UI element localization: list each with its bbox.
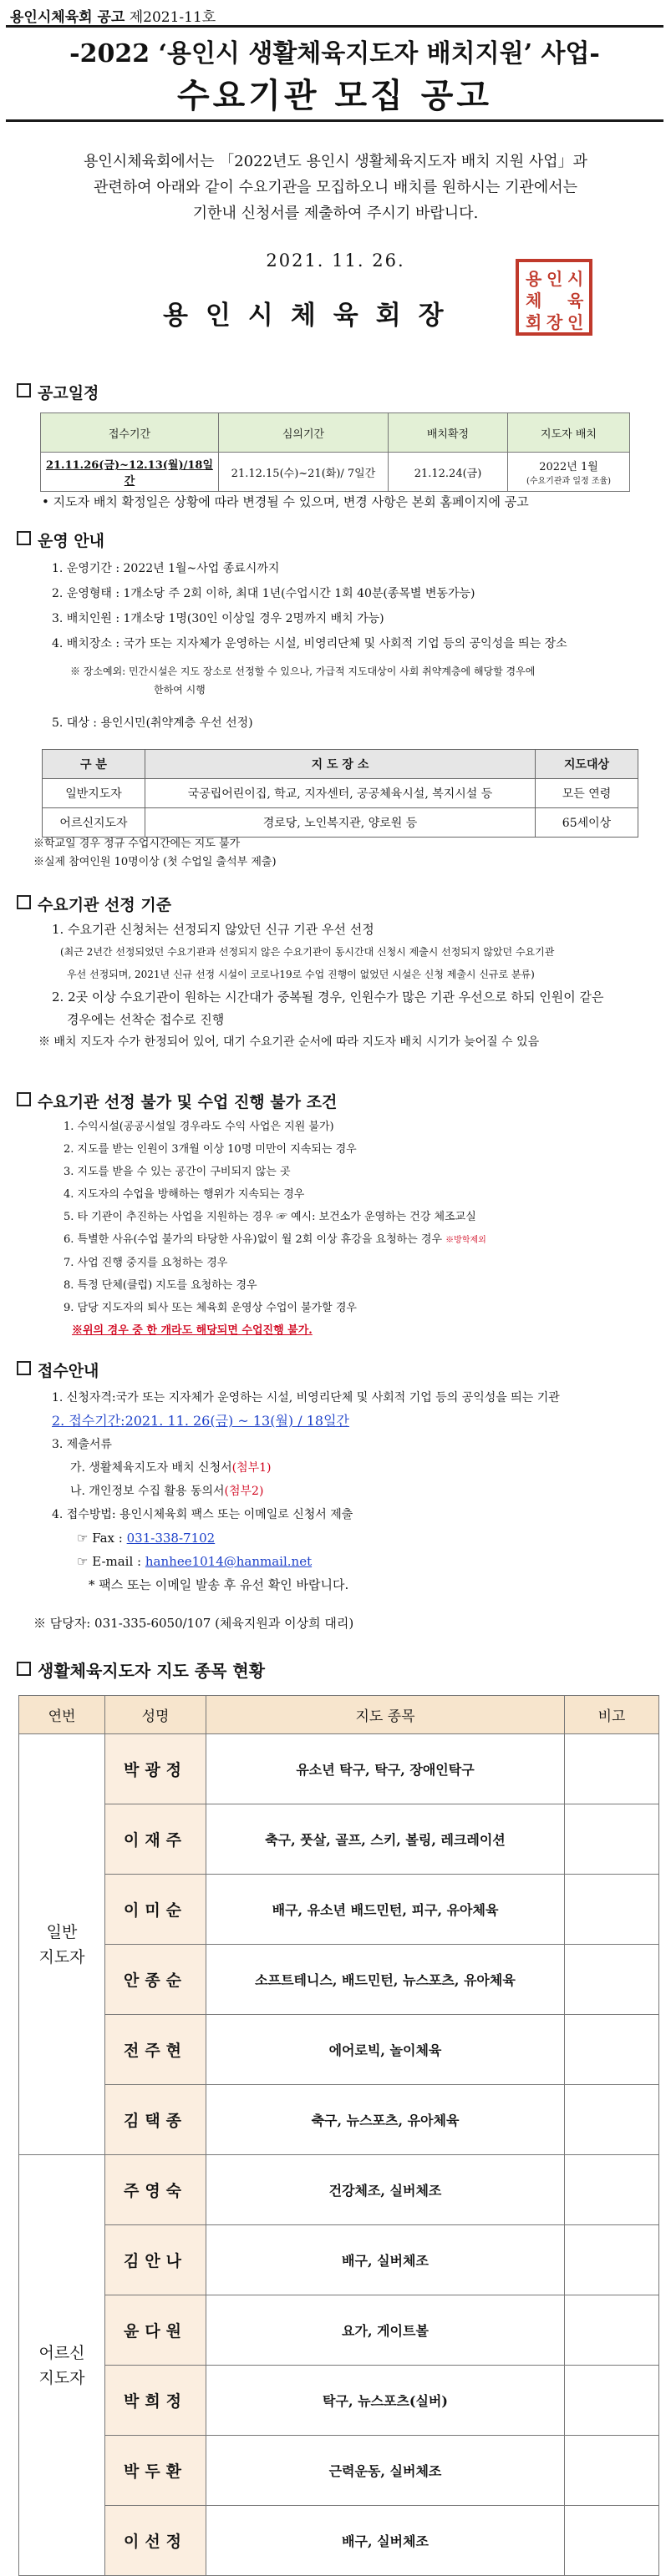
- checkbox-square-icon: [17, 1662, 31, 1676]
- official-seal-icon: [516, 259, 592, 336]
- footnote: ※실제 참여인원 10명이상 (첫 수업일 출석부 제출): [33, 856, 277, 868]
- group-label-line: 어르신: [38, 2343, 85, 2362]
- title-line1: -2022 ‘용인시 생활체육지도자 배치지원’ 사업-: [69, 39, 600, 68]
- placement-cell: 국공립어린이집, 학교, 지자센터, 공공체육시설, 복지시설 등: [145, 779, 536, 808]
- checkbox-square-icon: [17, 383, 31, 397]
- schedule-cell: [508, 453, 630, 492]
- instructor-remarks: [565, 1945, 659, 2015]
- application-item: 4. 접수방법: 용인시체육회 팩스 또는 이메일로 신청서 제출: [52, 1508, 353, 1521]
- instructor-remarks: [565, 2436, 659, 2506]
- seal-glyph: 육: [567, 291, 584, 311]
- instructor-sports: 탁구, 뉴스포츠(실버): [206, 2366, 565, 2436]
- instructor-sports: 배구, 실버체조: [206, 2506, 565, 2576]
- restriction-text: 6. 특별한 사유(수업 불가의 타당한 사유)없이 월 2회 이상 휴강을 요청하는 경우: [64, 1233, 443, 1246]
- intro-paragraph: [33, 149, 638, 226]
- criteria-item-cont: 경우에는 선착순 접수로 진행: [67, 1012, 225, 1027]
- section-title: 공고일정: [38, 384, 99, 402]
- section-heading-application: [17, 1359, 99, 1381]
- instructor-remarks: [565, 1875, 659, 1945]
- placement-cell: 경로당, 노인복지관, 양로원 등: [145, 808, 536, 838]
- seal-glyph: 인: [567, 312, 584, 332]
- instructor-name: 이미순: [105, 1875, 206, 1945]
- instructor-sports: 요가, 게이트볼: [206, 2295, 565, 2366]
- schedule-col-header: 배치확정: [389, 413, 508, 453]
- instructor-col-header: 비고: [565, 1696, 659, 1734]
- application-period: 2. 접수기간:2021. 11. 26(금) ~ 13(월) / 18일간: [52, 1413, 349, 1429]
- schedule-col-header: 접수기간: [41, 413, 219, 453]
- section-heading-schedule: [17, 381, 99, 403]
- instructor-remarks: [565, 2085, 659, 2155]
- restriction-item: 9. 담당 지도자의 퇴사 또는 체육회 운영상 수업이 불가할 경우: [64, 1302, 357, 1314]
- group-label-general: [19, 1734, 105, 2155]
- schedule-note: • 지도자 배치 확정일은 상황에 따라 변경될 수 있으며, 변경 사항은 본회 홈페이지에 공고: [42, 494, 529, 509]
- seal-glyph: 회: [526, 312, 542, 332]
- section-title: 접수안내: [38, 1362, 99, 1380]
- operation-item: 4. 배치장소 : 국가 또는 지자체가 운영하는 시설, 비영리단체 및 사회적 기업 등의 공익성을 띄는 장소: [52, 637, 567, 650]
- instructor-col-header: 성명: [105, 1696, 206, 1734]
- fax-label: ☞ Fax :: [77, 1531, 123, 1546]
- restriction-item: 3. 지도를 받을 수 있는 공간이 구비되지 않는 곳: [64, 1166, 291, 1178]
- instructor-name: 박광정: [105, 1734, 206, 1804]
- document-label: 나. 개인정보 수집 활용 동의서: [70, 1485, 225, 1498]
- instructor-sports: 축구, 풋살, 골프, 스키, 볼링, 레크레이션: [206, 1804, 565, 1875]
- schedule-cell: [41, 453, 219, 492]
- intro-line: 관련하여 아래와 같이 수요기관을 모집하오니 배치를 원하시는 기관에서는: [93, 179, 578, 196]
- group-label-senior: [19, 2155, 105, 2576]
- instructor-name: 김안나: [105, 2225, 206, 2295]
- placement-cell: 65세이상: [536, 808, 638, 838]
- instructor-remarks: [565, 1804, 659, 1875]
- restriction-item: 7. 사업 진행 중지를 요청하는 경우: [64, 1257, 228, 1269]
- schedule-table: [40, 412, 630, 492]
- criteria-list: [52, 919, 604, 1031]
- instructor-sports: 축구, 뉴스포츠, 유아체육: [206, 2085, 565, 2155]
- group-label-line: 지도자: [38, 1947, 85, 1966]
- section-heading-restrictions: [17, 1090, 337, 1112]
- schedule-col-header: 지도자 배치: [508, 413, 630, 453]
- instructor-name: 주영숙: [105, 2155, 206, 2225]
- org-name: 용인시체육회장: [163, 301, 461, 331]
- fax-number[interactable]: 031-338-7102: [126, 1531, 216, 1546]
- intro-line: 용인시체육회에서는 「2022년도 용인시 생활체육지도자 배치 지원 사업」과: [84, 153, 587, 170]
- operation-item: 1. 운영기간 : 2022년 1월~사업 종료시까지: [52, 562, 280, 575]
- instructor-remarks: [565, 2506, 659, 2576]
- instructor-col-header: 연번: [19, 1696, 105, 1734]
- application-item: 3. 제출서류: [52, 1438, 112, 1451]
- section-title: 운영 안내: [38, 532, 105, 550]
- notice-header: [10, 5, 216, 26]
- operation-item: 3. 배치인원 : 1개소당 1명(30인 이상일 경우 2명까지 배치 가능): [52, 612, 384, 625]
- intro-line: 기한내 신청서를 제출하여 주시기 바랍니다.: [192, 205, 479, 222]
- section-heading-operation: [17, 529, 104, 551]
- checkbox-square-icon: [17, 1361, 31, 1375]
- fax-line: [52, 1526, 560, 1550]
- placement-note: (수요기관과 일정 조율): [526, 477, 612, 486]
- checkbox-square-icon: [17, 1092, 31, 1106]
- placement-month: 2022년 1월: [539, 461, 598, 473]
- restriction-item: 4. 지도자의 수업을 방해하는 행위가 지속되는 경우: [64, 1188, 305, 1201]
- notice-date: 2021. 11. 26.: [266, 251, 405, 271]
- group-label-line: 지도자: [38, 2368, 85, 2387]
- section-title: 수요기관 선정 기준: [38, 896, 172, 914]
- schedule-col-header: 심의기간: [219, 413, 389, 453]
- footnote: ※학교일 경우 정규 수업시간에는 지도 불가: [33, 838, 241, 850]
- document-item: [52, 1456, 560, 1480]
- email-label: ☞ E-mail :: [77, 1554, 142, 1569]
- instructor-remarks: [565, 2295, 659, 2366]
- group-label-line: 일반: [46, 1922, 78, 1941]
- instructor-sports: 유소년 탁구, 탁구, 장애인탁구: [206, 1734, 565, 1804]
- checkbox-square-icon: [17, 531, 31, 545]
- application-item: 1. 신청자격:국가 또는 지자체가 운영하는 시설, 비영리단체 및 사회적 기업 등의 공익성을 띄는 기관: [52, 1391, 560, 1404]
- restriction-item: 5. 타 기관이 추진하는 사업을 지원하는 경우 ☞ 예시: 보건소가 운영하는 건강 체조교실: [64, 1211, 476, 1223]
- instructor-sports: 소프트테니스, 배드민턴, 뉴스포츠, 유아체육: [206, 1945, 565, 2015]
- instructor-sports: 건강체조, 실버체조: [206, 2155, 565, 2225]
- criteria-note: (최근 2년간 선정되었던 수요기관과 선정되지 않은 수요기관이 동시간대 신청시 제출시 선정되지 않았던 수요기관: [60, 946, 555, 958]
- instructor-remarks: [565, 2366, 659, 2436]
- instructor-name: 박두환: [105, 2436, 206, 2506]
- instructor-col-header: 지도 종목: [206, 1696, 565, 1734]
- placement-cell: 어르신지도자: [43, 808, 145, 838]
- instructor-sports: 배구, 실버체조: [206, 2225, 565, 2295]
- application-period: 21.11.26(금)~12.13(월)/18일간: [45, 459, 214, 488]
- email-link[interactable]: hanhee1014@hanmail.net: [145, 1554, 313, 1569]
- restriction-warning: ※위의 경우 중 한 개라도 해당되면 수업진행 불가.: [72, 1324, 313, 1337]
- section-heading-instructors: [17, 1657, 265, 1682]
- title-line2: 수요기관 모집 공고: [177, 76, 492, 115]
- placement-col-header: 구 분: [43, 750, 145, 779]
- instructor-name: 안종순: [105, 1945, 206, 2015]
- email-note: * 팩스 또는 이메일 발송 후 유선 확인 바랍니다.: [89, 1577, 349, 1592]
- operation-subnote: [70, 662, 535, 699]
- title-box: [6, 25, 663, 122]
- checkbox-square-icon: [17, 895, 31, 909]
- operation-item: 5. 대상 : 용인시민(취약계층 우선 선정): [52, 716, 253, 730]
- instructor-name: 윤다원: [105, 2295, 206, 2366]
- restriction-item: 8. 특정 단체(클럽) 지도를 요청하는 경우: [64, 1279, 257, 1292]
- instructor-sports: 근력운동, 실버체조: [206, 2436, 565, 2506]
- seal-glyph: 장: [546, 312, 563, 332]
- document-label: 가. 생활체육지도자 배치 신청서: [70, 1461, 232, 1475]
- schedule-cell: 21.12.15(수)~21(화)/ 7일간: [219, 453, 389, 492]
- seal-glyph: 인: [546, 269, 563, 289]
- restriction-item: [64, 1228, 486, 1252]
- operation-list: [52, 556, 567, 656]
- document-item: [52, 1480, 560, 1503]
- restriction-item: 1. 수익시설(공공시설일 경우라도 수익 사업은 지원 불가): [64, 1121, 334, 1133]
- instructor-name: 이재주: [105, 1804, 206, 1875]
- placement-footnotes: [33, 835, 277, 872]
- instructor-remarks: [565, 2015, 659, 2085]
- section-title: 수요기관 선정 불가 및 수업 진행 불가 조건: [38, 1093, 338, 1111]
- vacation-exception-note: ※방학제외: [445, 1236, 486, 1245]
- criteria-item: 1. 수요기관 신청처는 선정되지 않았던 신규 기관 우선 선정: [52, 922, 374, 937]
- schedule-cell: 21.12.24(금): [389, 453, 508, 492]
- seal-glyph: 시: [567, 269, 584, 289]
- operation-item: 2. 운영형태 : 1개소당 주 2회 이하, 최대 1년(수업시간 1회 40분(종목별 변동가능): [52, 587, 475, 600]
- restriction-item: 2. 지도를 받는 인원이 3개월 이상 10명 미만이 지속되는 경우: [64, 1143, 357, 1156]
- section-title: 생활체육지도자 지도 종목 현황: [38, 1661, 266, 1681]
- application-list: [52, 1386, 560, 1597]
- instructor-name: 전주현: [105, 2015, 206, 2085]
- instructor-sports: 배구, 유소년 배드민턴, 피구, 유아체육: [206, 1875, 565, 1945]
- attachment-tag: (첨부2): [224, 1485, 264, 1498]
- seal-glyph: 체: [526, 291, 542, 311]
- email-line: [52, 1550, 560, 1573]
- seal-glyph: 용: [526, 269, 542, 289]
- placement-col-header: 지도대상: [536, 750, 638, 779]
- criteria-note: ※ 배치 지도자 수가 한정되어 있어, 대기 수요기관 순서에 따라 지도자 배치 시기가 늦어질 수 있음: [38, 1035, 540, 1049]
- instructor-sports: 에어로빅, 놀이체육: [206, 2015, 565, 2085]
- criteria-note: 우선 선정되며, 2021년 신규 선정 시설이 코로나19로 수업 진행이 없었던 시설은 신청 제출시 신규로 분류): [67, 969, 535, 980]
- org-notice-label: 용인시체육회 공고: [10, 9, 125, 26]
- instructor-name: 김택종: [105, 2085, 206, 2155]
- subnote-line: 한하여 시행: [154, 684, 206, 696]
- criteria-item: 2. 2곳 이상 수요기관이 원하는 시간대가 중복될 경우, 인원수가 많은 기관 우선으로 하되 인원이 같은: [52, 989, 604, 1005]
- attachment-tag: (첨부1): [231, 1461, 272, 1475]
- instructor-name: 이선정: [105, 2506, 206, 2576]
- restrictions-list: [64, 1116, 486, 1342]
- instructor-remarks: [565, 2155, 659, 2225]
- section-heading-criteria: [17, 893, 171, 915]
- placement-cell: 모든 연령: [536, 779, 638, 808]
- placement-col-header: 지 도 장 소: [145, 750, 536, 779]
- instructor-remarks: [565, 1734, 659, 1804]
- subnote-line: ※ 장소예외: 민간시설은 지도 장소로 선정할 수 있으나, 가급적 지도대상이 사회 취약계층에 해당할 경우에: [70, 666, 536, 677]
- notice-number: 제2021-11호: [129, 9, 216, 26]
- instructor-table: [18, 1695, 659, 2576]
- placement-table: [42, 749, 638, 838]
- contact-note: ※ 담당자: 031-335-6050/107 (체육지원과 이상희 대리): [33, 1616, 354, 1631]
- instructor-name: 박희정: [105, 2366, 206, 2436]
- instructor-remarks: [565, 2225, 659, 2295]
- placement-cell: 일반지도자: [43, 779, 145, 808]
